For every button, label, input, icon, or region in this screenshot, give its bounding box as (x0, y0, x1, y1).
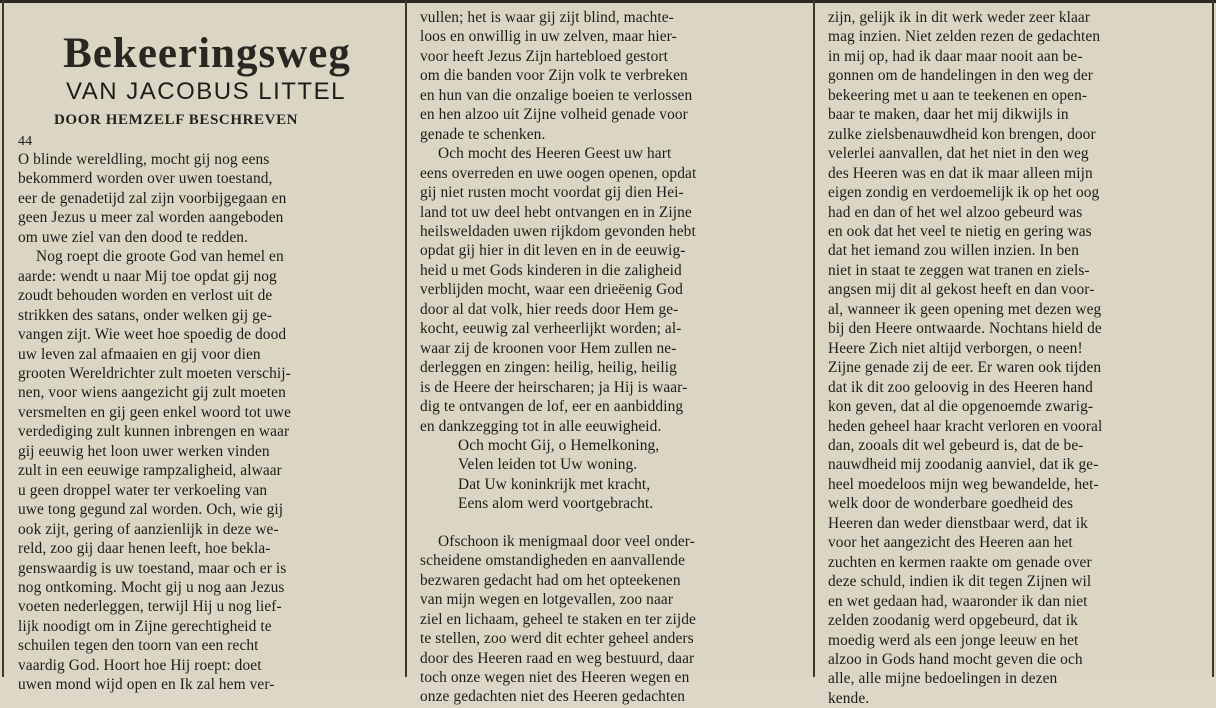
text-line: dat het iemand zou willen inzien. In ben (828, 242, 1080, 260)
text-line: en ook dat het veel te nietig en gering was (828, 222, 1092, 240)
text-line: bezwaren gedacht had om het opteekenen (420, 571, 681, 589)
text-line: zult in een eeuwige rampzaligheid, alwaar (18, 462, 282, 480)
text-line: kocht, eeuwig zal verheerlijkt worden; al- (420, 320, 682, 338)
text-line: om die banden voor Zijn volk te verbreken (420, 67, 688, 85)
poem (420, 436, 802, 514)
text-line: bij den Heere ontwaarde. Nochtans hield de (828, 320, 1102, 338)
text-line: door des Heeren raad en weg bestuurd, daar (420, 649, 695, 667)
text-line: dat ik dit zoo geloovig in des Heeren hand (828, 378, 1093, 396)
text-line: opdat gij hier in dit leven en in de eeuwig- (420, 242, 686, 260)
text-line: zelden zoodanig werd opgebeurd, dat ik (828, 612, 1078, 630)
text-line: nauwdheid mij zoodanig aanviel, dat ik ge- (828, 456, 1099, 474)
text-line: van mijn wegen en lotgevallen, zoo naar (420, 591, 674, 609)
text-line: grooten Wereldrichter zult moeten verschij- (18, 364, 291, 382)
text-line: eigen zondig en verdoemelijk ik op het oog (828, 184, 1100, 202)
text-line: land tot uw deel hebt ontvangen en in Zijne (420, 203, 692, 221)
text-line: gij niet rusten mocht voordat gij dien Hei- (420, 184, 684, 202)
text-line: in mij op, had ik daar maar nooit aan be- (828, 47, 1083, 65)
text-line: gij eeuwig het loon uwer werken vinden (18, 442, 270, 460)
column-divider (1212, 0, 1214, 677)
column-1-text (18, 150, 396, 695)
column-1 (18, 0, 396, 694)
text-line: vullen; het is waar gij zijt blind, machte- (420, 9, 674, 26)
text-line: Nog roept die groote God van hemel en (36, 248, 284, 266)
text-line: en wet gedaan had, waaronder ik dan niet (828, 592, 1088, 610)
text-line: heilsweldaden uwen rijkdom gevonden hebt (420, 222, 696, 240)
text-line: is de Heere der heirscharen; ja Hij is waar- (420, 378, 688, 396)
text-line: zoudt behouden worden en verlost uit de (18, 287, 273, 305)
text-line: bekommerd worden over uwen toestand, (18, 170, 273, 188)
text-line: genade te schenken. (420, 125, 546, 143)
text-line: eer de genadetijd zal zijn voorbijgegaan en (18, 189, 287, 207)
text-line: alzoo in Gods hand mocht geven die och (828, 650, 1083, 668)
text-line: zijn, gelijk ik in dit werk weder zeer klaar (828, 9, 1091, 26)
text-line: loos en onwillig in uw zelven, maar hier- (420, 28, 677, 46)
text-line: voor het aangezicht des Heeren aan het (828, 534, 1073, 552)
text-line: zuchten en kermen raakte om genade over (828, 553, 1092, 571)
text-line: ziel en lichaam, geheel te staken en ter zijde (420, 610, 696, 628)
text-line: reld, zoo gij daar henen leeft, hoe bekla- (18, 540, 271, 558)
article-title: Bekeeringsweg (63, 30, 351, 77)
text-line: eens overreden en uwe oogen openen, opdat (420, 164, 697, 182)
column-2-text-after (420, 532, 802, 707)
text-line: nog ontkoming. Mocht gij u nog aan Jezus (18, 578, 285, 596)
text-line: geen Jezus u meer zal worden aangeboden (18, 209, 284, 227)
text-line: Och mocht Gij, o Hemelkoning, (458, 436, 660, 454)
text-line: Heere Zich niet altijd verborgen, o neen! (828, 339, 1083, 357)
text-line: zulke zielsbenauwdheid kon brengen, door (828, 125, 1096, 143)
column-3 (828, 8, 1210, 707)
text-line: waar zij de kroonen voor Hem zullen ne- (420, 339, 677, 357)
text-line: voeten nederleggen, terwijl Hij u nog lief- (18, 598, 282, 616)
text-line: lijk noodigt om in Zijne gerechtigheid te (18, 617, 272, 635)
text-line: alle, alle mijne bedoelingen in dezen (828, 670, 1058, 688)
text-line: Och mocht des Heeren Geest uw hart (438, 145, 672, 163)
text-line: vangen zijt. Wie weet hoe spoedig de dood (18, 326, 287, 344)
text-line: had en dan of het wel alzoo gebeurd was (828, 203, 1083, 221)
text-line: Eens alom werd voortgebracht. (458, 495, 654, 513)
text-line: des Heeren was en dat ik maar alleen mijn (828, 164, 1093, 182)
text-line: Zijne genade zij de eer. Er waren ook tijden (828, 359, 1102, 377)
text-line: scheidene omstandigheden en aanvallende (420, 552, 686, 570)
text-line: verdediging zult kunnen inbrengen en waar (18, 423, 290, 441)
text-line: Velen leiden tot Uw woning. (458, 456, 638, 474)
text-line: dig te ontvangen de lof, eer en aanbidding (420, 398, 684, 416)
text-line: baar te maken, daar het mij dikwijls in (828, 106, 1069, 124)
text-line: al, wanneer ik geen opening met dezen weg (828, 300, 1102, 318)
text-line: onze gedachten niet des Heeren gedachten (420, 688, 686, 706)
text-line: kende. (828, 689, 870, 707)
text-line: Dat Uw koninkrijk met kracht, (458, 475, 651, 493)
column-divider (813, 0, 815, 677)
text-line: versmelten en gij geen enkel woord tot uwe (18, 403, 292, 421)
text-line: derleggen en zingen: heilig, heilig, heilig (420, 359, 677, 377)
text-line: verblijden mocht, waar een drieëenig God (420, 281, 683, 299)
article-byline: DOOR HEMZELF BESCHREVEN (54, 112, 299, 128)
text-line: gonnen om de handelingen in den weg der (828, 67, 1094, 85)
text-line: mag inzien. Niet zelden rezen de gedachten (828, 28, 1101, 46)
text-line: angsen mij dit al gekost heeft en dan voor- (828, 281, 1095, 299)
text-line: voor heeft Jezus Zijn hartebloed gestort (420, 47, 669, 65)
article-subtitle: VAN JACOBUS LITTEL (66, 78, 346, 105)
text-line: heden geheel haar kracht verloren en vooral (828, 417, 1103, 435)
text-line: velerlei aanvallen, dat het niet in den weg (828, 145, 1089, 163)
text-line: genswaardig is uw toestand, maar och er is (18, 559, 287, 577)
text-line: strikken des satans, onder welken gij ge- (18, 306, 273, 324)
text-line: welk door de wonderbare goedheid des (828, 495, 1074, 513)
text-line: kon geven, dat al die opgenoemde zwarig- (828, 398, 1094, 416)
text-line: om uwe ziel van den dood te redden. (18, 228, 249, 246)
text-line: bekeering met u aan te teekenen en open- (828, 86, 1088, 104)
column-2-text (420, 8, 802, 436)
text-line: door al dat volk, hier reeds door Hem ge- (420, 300, 679, 318)
text-line: ook zijt, gering of aanzienlijk in deze we- (18, 520, 279, 538)
text-line: toch onze wegen niet des Heeren wegen en (420, 668, 690, 686)
text-line: Heeren dan weder dienstbaar werd, dat ik (828, 514, 1088, 532)
text-line: dan, zooals dit wel gebeurd is, dat de be- (828, 436, 1084, 454)
text-line: en dankzegging tot in alle eeuwigheid. (420, 417, 662, 435)
text-line: aarde: wendt u naar Mij toe opdat gij nog (18, 267, 277, 285)
text-line: en hun van die onzalige boeien te verlossen (420, 86, 693, 104)
column-divider (405, 0, 407, 677)
text-line: schuilen tegen den toorn van een recht (18, 637, 259, 655)
text-line: vaardig God. Hoort hoe Hij roept: doet (18, 656, 262, 674)
column-divider (2, 0, 4, 677)
page-number: 44 (18, 134, 33, 149)
text-line: uw leven zal afmaaien en gij voor dien (18, 345, 261, 363)
text-line: nen, voor wiens aangezicht gij zult moeten (18, 384, 286, 402)
column-2 (420, 8, 802, 706)
text-line: deze schuld, indien ik dit tegen Zijnen wil (828, 573, 1092, 591)
text-line: O blinde wereldling, mocht gij nog eens (18, 151, 270, 168)
text-line: u geen droppel water ter verkoeling van (18, 481, 268, 499)
text-line: heel moedeloos mijn weg bewandelde, het- (828, 475, 1099, 493)
text-line: te stellen, zoo werd dit echter geheel anders (420, 630, 694, 648)
text-line: Ofschoon ik menigmaal door veel onder- (438, 532, 695, 550)
text-line: moedig werd als een jonge leeuw en het (828, 631, 1079, 649)
text-line: en hen alzoo uit Zijne volheid genade voor (420, 106, 688, 124)
text-line: heid u met Gods kinderen in die zaligheid (420, 261, 682, 279)
column-3-text (828, 8, 1210, 708)
text-line: uwen mond wijd open en Ik zal hem ver- (18, 676, 275, 694)
text-line: niet in staat te zeggen wat tranen en ziels- (828, 261, 1090, 279)
text-line: uwe tong gegund zal worden. Och, wie gij (18, 501, 284, 519)
